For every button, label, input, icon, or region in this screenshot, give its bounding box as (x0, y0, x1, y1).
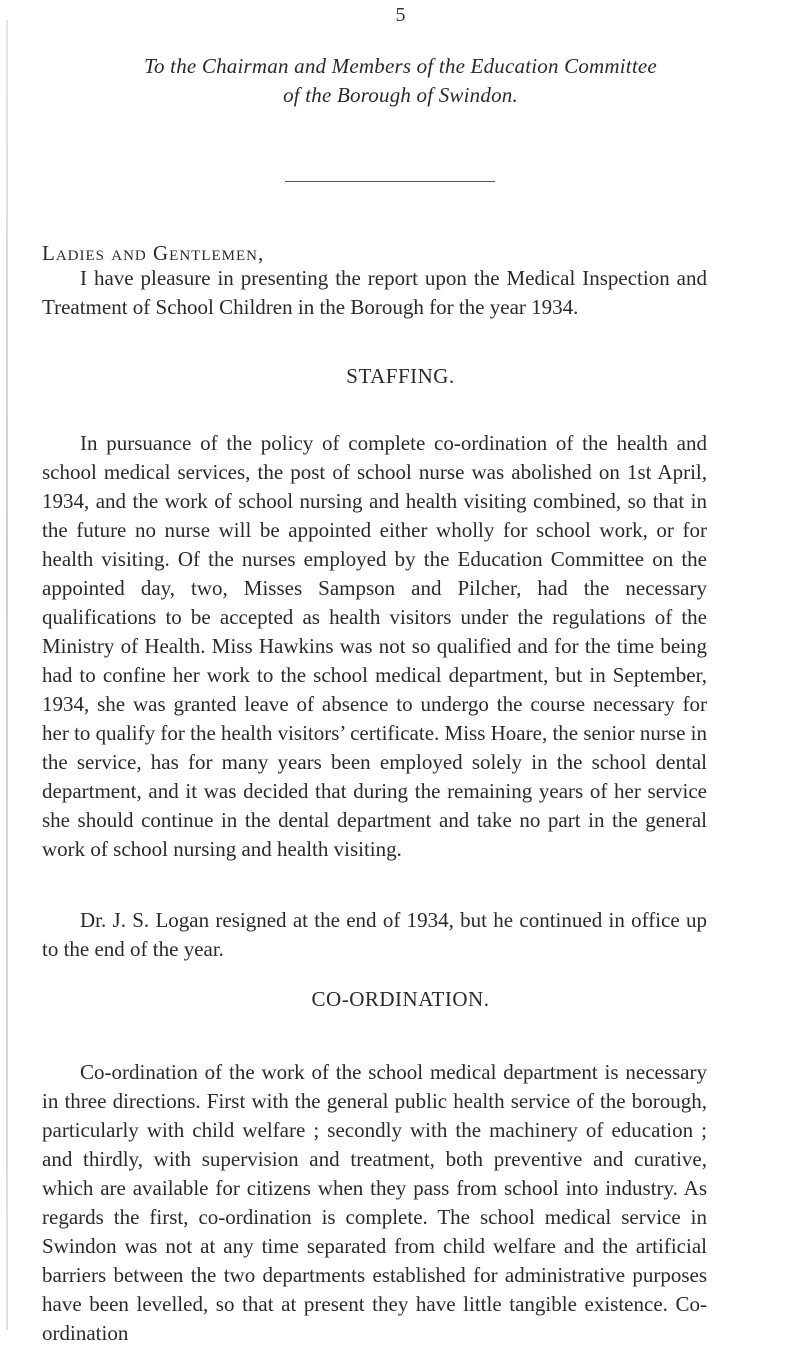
binding-edge (6, 20, 8, 1330)
staffing-paragraph-1: In pursuance of the policy of complete co-ordination of the health and school medical services, the post of school nurse was abolished on 1st April, 1934, and the work of school nursing and health visiting combined, so that in the future no nurse will be appointed either wholly for school work, or for health visiting. Of the nurses employed by the Education Committee on the appointed day, two, Misses Sampson and Pilcher, had the necessary qualifications to be accepted as health visitors under the regulations of the Ministry of Health. Miss Hawkins was not so qualified and for the time being had to confine her work to the school medical department, but in September, 1934, she was granted leave of absence to undergo the course necessary for her to qualify for the health visitors’ certificate. Miss Hoare, the senior nurse in the service, has for many years been employed solely in the school dental department, and it was decided that during the remaining years of her service she should continue in the dental department and take no part in the general work of school nursing and health visiting. (42, 431, 707, 861)
coordination-heading: CO-ORDINATION. (311, 987, 490, 1011)
divider-rule (285, 181, 495, 182)
staffing-paragraph-2: Dr. J. S. Logan resigned at the end of 1934, but he continued in office up to the end of the year. (42, 908, 707, 961)
address-block (0, 52, 801, 110)
address-line-1: To the Chairman and Members of the Education Committee (144, 54, 657, 78)
coordination-paragraph-1: Co-ordination of the work of the school medical department is necessary in three directions. First with the general public health service of the borough, particularly with child welfare ; secondly with the machinery of education ; and thirdly, with supervision and treatment, both preventive and curative, which are available for citizens when they pass from school into industry. As regards the first, co-ordination is complete. The school medical service in Swindon was not at any time separated from child welfare and the artificial barriers between the two departments established for administrative purposes have been levelled, so that at present they have little tangible existence. Co-ordination (42, 1060, 707, 1345)
intro-paragraph: I have pleasure in presenting the report upon the Medical Inspection and Treatment of School Children in the Borough for the year 1934. (42, 266, 707, 319)
address-line-2: of the Borough of Swindon. (283, 83, 518, 107)
salutation: Ladies and Gentlemen, (42, 241, 265, 265)
page-number: 5 (395, 4, 406, 26)
staffing-heading: STAFFING. (346, 364, 455, 388)
